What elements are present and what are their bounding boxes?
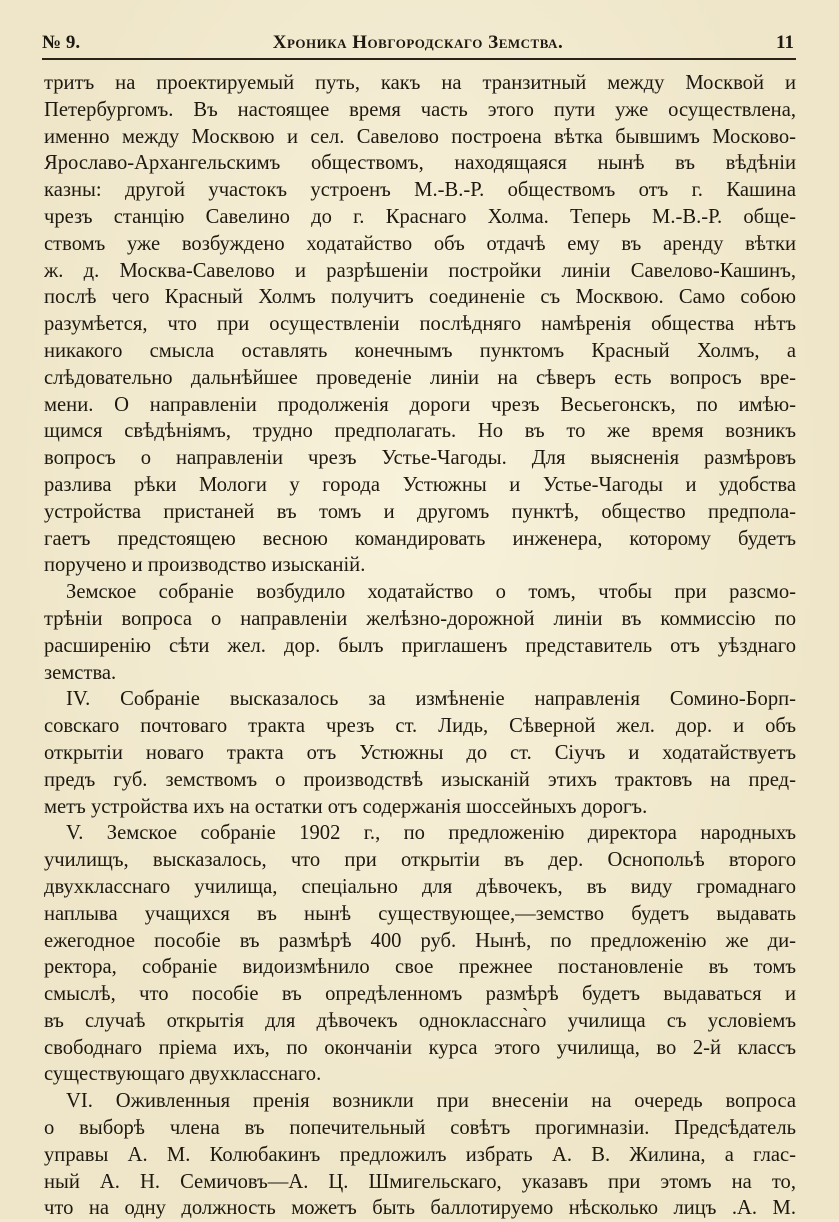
text-line: мени. О направленіи продолженія дороги чрезъ Весьегонскъ, по имѣю-: [44, 393, 796, 416]
text-line: совскаго почтоваго тракта чрезъ ст. Лидь, Сѣверной жел. дор. и объ: [44, 715, 796, 738]
text-line: о выборѣ члена въ попечительный совѣтъ прогимназіи. Предсѣдатель: [44, 1117, 796, 1140]
text-line: никакого смысла оставлять конечнымъ пунктомъ Красный Холмъ, а: [44, 339, 796, 362]
body-text: [44, 70, 796, 1222]
text-line: Петербургомъ. Въ настоящее время часть этого пути уже осуществлена,: [44, 98, 796, 121]
text-line: ствомъ уже возбуждено ходатайство объ отдачѣ ему въ аренду вѣтки: [44, 232, 796, 255]
text-line: управы А. М. Колюбакинъ предложилъ избрать А. В. Жилина, а глас-: [44, 1143, 796, 1166]
text-line: поручено и производство изысканій.: [44, 554, 366, 577]
text-line: чрезъ станцію Савелино до г. Краснаго Холма. Теперь М.-В.-Р. обще-: [44, 205, 796, 228]
text-line: ректора, собраніе видоизмѣнило свое прежнее постановленіе въ томъ: [44, 956, 796, 979]
text-line: V. Земское собраніе 1902 г., по предложенію директора народныхъ: [66, 822, 796, 845]
text-line: метъ устройства ихъ на остатки отъ содержанія шоссейныхъ дорогъ.: [44, 795, 648, 818]
text-line: земства.: [44, 661, 117, 684]
text-line: училищъ, высказалось, что при открытіи въ дер. Оснопольѣ второго: [44, 849, 796, 872]
text-line: двухкласснаго училища, спеціально для дѣвочекъ, въ виду громаднаго: [44, 875, 796, 898]
text-line: послѣ чего Красный Холмъ получитъ соединеніе съ Москвою. Само собою: [44, 286, 796, 309]
text-line: что на одну должность можетъ быть баллотируемо нѣсколько лицъ .А. М.: [44, 1197, 796, 1220]
text-line: смыслѣ, что пособіе въ опредѣленномъ размѣрѣ будетъ выдаваться и: [44, 983, 796, 1006]
text-line: расширенію сѣти жел. дор. былъ приглашенъ представитель отъ уѣзднаго: [44, 634, 796, 657]
text-line: въ случаѣ открытія для дѣвочекъ одноклассна̀го училища съ условіемъ: [44, 1009, 796, 1032]
text-line: именно между Москвою и сел. Савелово построена вѣтка бывшимъ Москово-: [44, 125, 796, 148]
text-line: щимся свѣдѣніямъ, трудно предполагать. Но въ то же время возникъ: [44, 420, 796, 443]
text-line: Земское собраніе возбудило ходатайство о томъ, чтобы при разсмо-: [66, 581, 796, 604]
text-line: Ярославо-Архангельскимъ обществомъ, находящаяся нынѣ въ вѣдѣніи: [44, 152, 796, 175]
text-line: существующаго двухкласснаго.: [44, 1063, 322, 1086]
journal-title: Хроника Новгородскаго Земства.: [272, 32, 564, 53]
header-rule: [42, 58, 796, 60]
text-line: наплыва учащихся въ нынѣ существующее,—земство будетъ выдавать: [44, 902, 796, 925]
page-number: 11: [776, 32, 794, 53]
text-line: открытіи новаго тракта отъ Устюжны до ст. Сіучъ и ходатайствуетъ: [44, 741, 796, 764]
text-line: вопросъ о направленіи чрезъ Устье-Чагоды. Для выясненія размѣровъ: [44, 447, 796, 470]
text-line: устройства пристаней въ томъ и другомъ пунктѣ, общество предпола-: [44, 500, 796, 523]
text-line: IV. Собраніе высказалось за измѣненіе направленія Сомино-Борп-: [66, 688, 796, 711]
text-line: ный А. Н. Семичовъ—А. Ц. Шмигельскаго, указавъ при этомъ на то,: [44, 1170, 796, 1193]
text-line: ж. д. Москва-Савелово и разрѣшеніи постройки линіи Савелово-Кашинъ,: [44, 259, 796, 282]
text-line: VI. Оживленныя пренія возникли при внесеніи на очередь вопроса: [66, 1090, 796, 1113]
text-line: разлива рѣки Мологи у города Устюжны и Устье-Чагоды и удобства: [44, 473, 796, 496]
text-line: разумѣется, что при осуществленіи послѣдняго намѣренія общества нѣтъ: [44, 313, 796, 336]
text-line: трѣніи вопроса о направленіи желѣзно-дорожной линіи въ коммиссію по: [44, 607, 796, 630]
text-line: ежегодное пособіе въ размѣрѣ 400 руб. Нынѣ, по предложенію же ди-: [44, 929, 796, 952]
issue-number: № 9.: [42, 32, 81, 53]
text-line: слѣдовательно дальнѣйшее проведеніе линіи на сѣверъ есть вопросъ вре-: [44, 366, 796, 389]
text-line: свободнаго пріема ихъ, по окончаніи курса этого училища, во 2-й классъ: [44, 1036, 796, 1059]
text-line: предъ губ. земствомъ о производствѣ изысканій этихъ трактовъ на пред-: [44, 768, 796, 791]
text-line: казны: другой участокъ устроенъ М.-В.-Р. обществомъ отъ г. Кашина: [44, 179, 796, 202]
text-line: тритъ на проектируемый путь, какъ на транзитный между Москвой и: [44, 72, 796, 94]
text-line: гаетъ предстоящею весною командировать инженера, которому будетъ: [44, 527, 796, 550]
running-header: [42, 30, 794, 58]
